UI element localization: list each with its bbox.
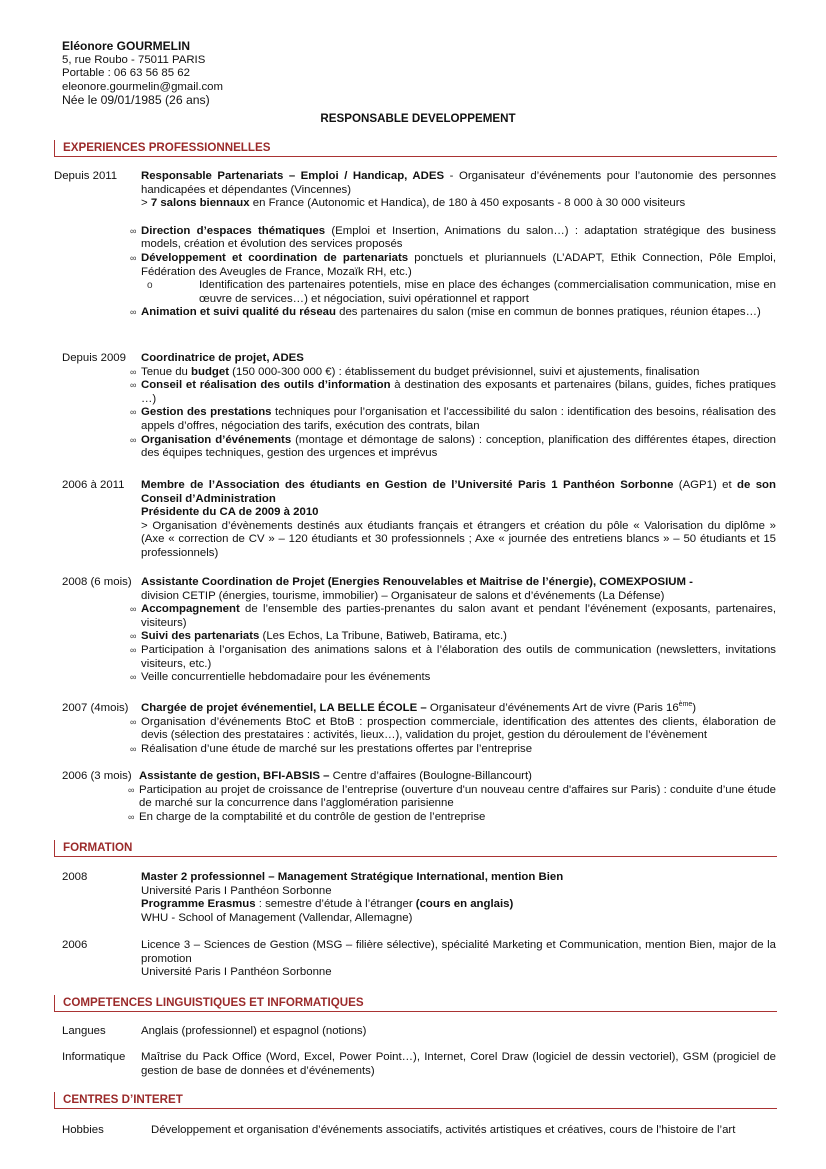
job-title: RESPONSABLE DEVELOPPEMENT: [320, 112, 516, 125]
skill-label: Langues: [62, 1025, 106, 1037]
education-date: 2006: [62, 939, 88, 951]
degree-title: Licence 3 – Sciences de Gestion (MSG – filière sélective), spécialité Marketing et Communication, mention Bien, major de la promotion: [141, 939, 776, 965]
list-item: ∞ En charge de la comptabilité et du contrôle de gestion de l’entreprise: [111, 811, 776, 825]
list-item: ∞ Organisation d’événements (montage et démontage de salons) : conception, planification des différentes étapes, direction des équipes techniques, gestion des urgences et imprévus: [113, 434, 776, 461]
section-title: EXPERIENCES PROFESSIONNELLES: [63, 141, 271, 154]
skill-value: Maîtrise du Pack Office (Word, Excel, Power Point…), Internet, Corel Draw (logiciel de dessin vectoriel), GSM (progiciel de gestion de base de données et d’événements): [141, 1051, 776, 1077]
experience-desc: division CETIP (énergies, tourisme, immobilier) – Organisateur de salons et d’événements (La Défense): [141, 589, 665, 602]
list-item: ∞ Veille concurrentielle hebdomadaire pour les événements: [113, 671, 776, 685]
experience-content: Assistante de gestion, BFI-ABSIS – Centre d’affaires (Boulogne-Billancourt) ∞ Participation au projet de croissance de l’entreprise (ouverture d'un nouveau centre d'affaires sur Paris) : conduite d’une étude de marché sur la concurrence dans l’agglomération parisienne ∞ En charge de la comptabilité et du contrôle de gestion de l’entreprise: [139, 770, 776, 824]
section-title: CENTRES D’INTERET: [63, 1093, 183, 1106]
experience-date: 2006 à 2011: [62, 479, 125, 491]
email: eleonore.gourmelin@gmail.com: [62, 80, 223, 93]
experience-desc: > Organisation d’évènements destinés aux étudiants français et étrangers et création du pôle « Valorisation du diplôme » (Axe « correction de CV » – 120 étudiants et 30 professionnels ; Axe « journée des entretiens blancs » – 50 étudiants et 15 professionnels): [141, 519, 776, 559]
bullet-list: [141, 603, 776, 685]
experience-title: Membre de l’Association des étudiants en Gestion de l’Université Paris 1 Panthéon Sorbonne: [141, 479, 674, 491]
list-item: ∞ Animation et suivi qualité du réseau des partenaires du salon (mise en commun de bonnes pratiques, réunion étapes…): [113, 306, 776, 320]
experience-title: Assistante Coordination de Projet (Energies Renouvelables et Maitrise de l’énergie), COMEXPOSIUM -: [141, 576, 693, 588]
section-competences: [54, 995, 777, 1012]
bullet-list: [141, 225, 776, 320]
candidate-name: Eléonore GOURMELIN: [62, 39, 191, 53]
education-date: 2008: [62, 871, 88, 883]
experience-date: 2006 (3 mois): [62, 770, 132, 782]
education-content: [141, 939, 776, 980]
salons-bold: 7 salons biennaux: [150, 197, 250, 210]
experience-date: Depuis 2011: [54, 170, 118, 182]
school-name: Université Paris I Panthéon Sorbonne: [141, 966, 332, 979]
interest-label: Hobbies: [62, 1124, 104, 1136]
experience-title: Coordinatrice de projet, ADES: [141, 352, 304, 364]
experience-title: Chargée de projet événementiel, LA BELLE ÉCOLE –: [141, 702, 427, 714]
experience-content: [141, 352, 776, 461]
salons-rest: en France (Autonomic et Handica), de 180 à 450 exposants - 8 000 à 30 000 visiteurs: [249, 197, 686, 210]
section-title: FORMATION: [63, 841, 133, 854]
section-formation: [54, 840, 777, 857]
superscript: ème: [678, 701, 693, 709]
experience-title: Assistante de gestion, BFI-ABSIS –: [139, 770, 330, 782]
experience-desc: - Organisateur d’événements pour l’autonomie des personnes handicapées et dépendantes (Vincennes): [141, 170, 777, 196]
degree-title: Master 2 professionnel – Management Stratégique International, mention Bien: [141, 871, 564, 883]
section-title: COMPETENCES LINGUISTIQUES ET INFORMATIQUES: [63, 996, 364, 1009]
experience-date: Depuis 2009: [62, 352, 126, 364]
list-item: ∞ Tenue du budget (150 000-300 000 €) : établissement du budget prévisionnel, suivi et ajustements, finalisation: [113, 366, 776, 380]
list-item: ∞ Conseil et réalisation des outils d’information à destination des exposants et partenaires (bilans, guides, fiches pratiques …): [113, 379, 776, 406]
school-name: Université Paris I Panthéon Sorbonne: [141, 884, 332, 897]
bullet-list: [139, 784, 776, 825]
bullet-list: [141, 716, 776, 757]
list-item: ∞ Participation à l’organisation des animations salons et à l’élaboration des outils de communication (newsletters, invitations visiteurs, etc.): [113, 644, 776, 671]
education-content: Master 2 professionnel – Management Stratégique International, mention Bien Université Paris I Panthéon Sorbonne Programme Erasmus : semestre d’étude à l’étranger (cours en anglais) WHU - School of Management (Vallendar, Allemagne): [141, 871, 776, 925]
school-name: WHU - School of Management (Vallendar, Allemagne): [141, 911, 413, 924]
experience-content: Membre de l’Association des étudiants en Gestion de l’Université Paris 1 Panthéon Sorbonne (AGP1) et de son Conseil d’Administration Présidente du CA de 2009 à 2010 > Organisation d’évènements destinés aux étudiants français et étrangers et création du pôle « Valorisation du diplôme » (Axe « correction de CV » – 120 étudiants et 30 professionnels ; Axe « journée des entretiens blancs » – 50 étudiants et 15 professionnels): [141, 479, 776, 559]
list-item: ∞ Accompagnement de l’ensemble des parties-prenantes du salon avant et pendant l’événement (exposants, partenaires, visiteurs): [113, 603, 776, 630]
list-item: ∞ Organisation d’événements BtoC et BtoB : prospection commerciale, identification des attentes des clients, élaboration de devis (sélection des prestataires : activités, lieux…), validation du projet, gestion du déroulement de l’évènement: [113, 716, 776, 743]
experience-content: [141, 576, 776, 685]
experience-content: Chargée de projet événementiel, LA BELLE ÉCOLE – Organisateur d’événements Art de vivre (Paris 16ème) ∞ Organisation d’événements BtoC et BtoB : prospection commerciale, identification des attentes des clients, élaboration de devis (sélection des prestataires : activités, lieux…), validation du projet, gestion du déroulement de l’évènement ∞ Réalisation d’une étude de marché sur les prestations offertes par l’entreprise: [141, 702, 776, 756]
list-item: ∞ Direction d’espaces thématiques (Emploi et Insertion, Animations du salon…) : adaptation stratégique des business models, création et évolution des services proposés: [113, 225, 776, 252]
contact-block: [62, 40, 223, 108]
experience-date: 2007 (4mois): [62, 702, 129, 714]
salons-prefix: >: [141, 197, 151, 210]
birth-date: Née le 09/01/1985 (26 ans): [62, 93, 210, 108]
phone: Portable : 06 63 56 85 62: [62, 67, 190, 80]
interest-value: Développement et organisation d’événements associatifs, activités artistiques et créatives, cours de l’histoire de l’art: [151, 1124, 736, 1136]
skill-value: Anglais (professionnel) et espagnol (notions): [141, 1025, 367, 1037]
experience-date: 2008 (6 mois): [62, 576, 132, 588]
experience-content: [141, 170, 776, 320]
experience-title: Responsable Partenariats – Emploi / Handicap, ADES: [141, 170, 445, 182]
list-item: ∞ Participation au projet de croissance de l’entreprise (ouverture d'un nouveau centre d'affaires sur Paris) : conduite d’une étude de marché sur la concurrence dans l’agglomération parisienne: [111, 784, 776, 811]
list-item: ∞ Suivi des partenariats (Les Echos, La Tribune, Batiweb, Batirama, etc.): [113, 630, 776, 644]
list-item: ∞ Développement et coordination de partenariats ponctuels et pluriannuels (L’ADAPT, Ethik Connection, Pôle Emploi, Fédération des Aveugles de France, Mozaïk RH, etc.) o Identification des partenaires potentiels, mise en place des échanges (commercialisation communication, mise en œuvre de services…) et négociation, suivi opérationnel et rapport: [113, 252, 776, 306]
section-interets: [54, 1092, 777, 1109]
list-item: ∞ Gestion des prestations techniques pour l’organisation et l’accessibilité du salon : identification des besoins, réalisation des appels d’offres, négociation des tarifs, exécution des contrats, bilan: [113, 406, 776, 433]
sub-list-item: o Identification des partenaires potentiels, mise en place des échanges (commercialisation communication, mise en œuvre de services…) et négociation, suivi opérationnel et rapport: [171, 279, 776, 306]
address: 5, rue Roubo - 75011 PARIS: [62, 53, 206, 66]
list-item: ∞ Réalisation d’une étude de marché sur les prestations offertes par l’entreprise: [113, 743, 776, 757]
skill-label: Informatique: [62, 1051, 126, 1063]
president-role: Présidente du CA de 2009 à 2010: [141, 506, 319, 519]
section-experiences: [54, 140, 777, 157]
bullet-list: [141, 366, 776, 461]
